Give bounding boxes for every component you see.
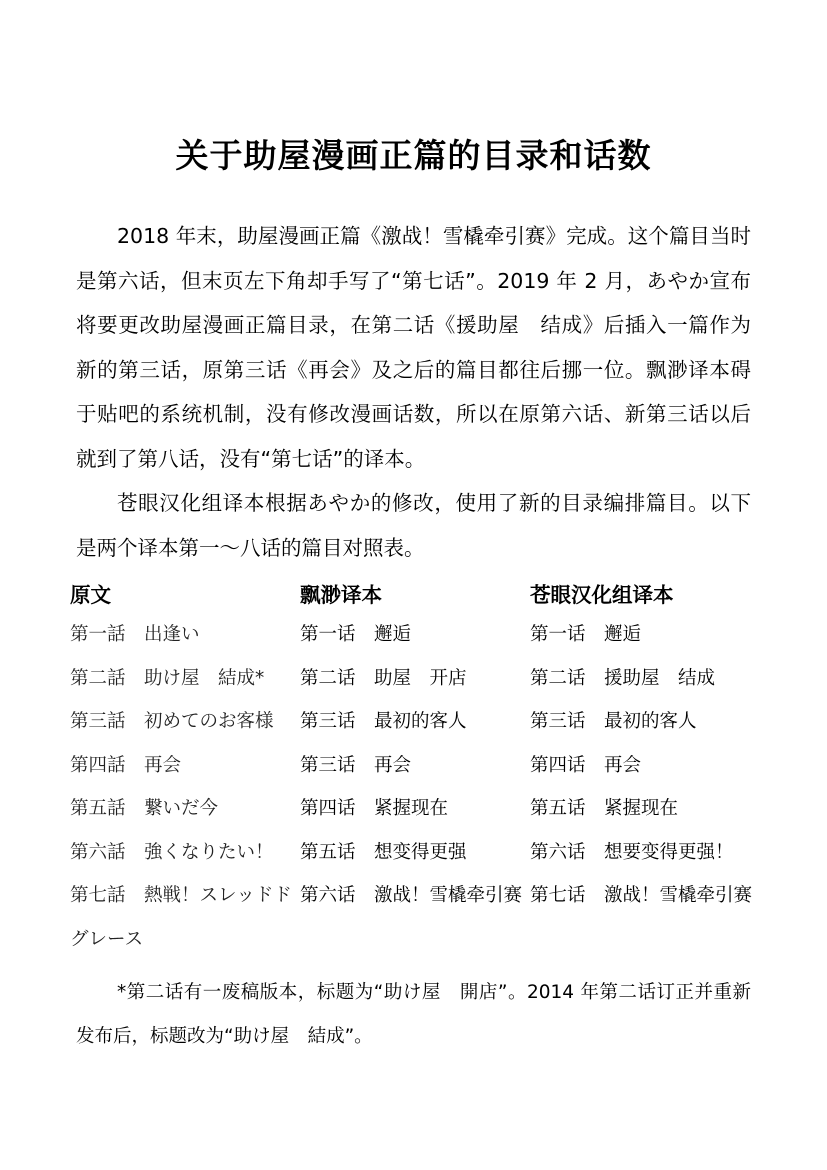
original-cell xyxy=(70,613,300,657)
piaomiao-cell xyxy=(300,613,530,657)
chapter-title: 出逢い xyxy=(144,624,200,645)
header-piaomiao: 飘渺译本 xyxy=(300,582,382,607)
intro-paragraph: 2018 年末，助屋漫画正篇《激战！雪橇牵引赛》完成。这个篇目当时是第六话，但末页左下角却手写了“第七话”。2019 年 2 月，あやか宣布将要更改助屋漫画正篇目录，在第二话《援助屋 结成》后插入一篇作为新的第三话，原第三话《再会》及之后的篇目都往后挪一位。飘渺译本碍于贴吧的系统机制，没有修改漫画话数，所以在原第六话、新第三话以后就到了第八话，没有“第七话”的译本。 xyxy=(76,224,751,471)
chapter-number: 第六話 xyxy=(70,841,126,863)
chapter-number: 第三话 xyxy=(300,754,356,776)
original-cell xyxy=(70,700,300,744)
chapter-number: 第七话 xyxy=(530,885,586,906)
chapter-title: 激战！雪橇牵引赛 xyxy=(374,885,523,906)
original-cell xyxy=(70,874,300,961)
chapter-title: 最初的客人 xyxy=(604,711,697,732)
table-row xyxy=(70,831,756,875)
table-row xyxy=(70,700,756,744)
chapter-number: 第四話 xyxy=(70,754,126,776)
chapter-number: 第一話 xyxy=(70,624,126,645)
cangyan-cell xyxy=(530,657,756,701)
chapter-title: 邂逅 xyxy=(604,624,642,645)
chapter-number: 第五话 xyxy=(530,798,586,819)
original-cell xyxy=(70,657,300,701)
chapter-number: 第五话 xyxy=(300,841,356,863)
footnote: *第二话有一废稿版本，标题为“助け屋 開店”。2014 年第二话订正并重新发布后，标题改为“助け屋 結成”。 xyxy=(76,982,751,1047)
chapter-title: 強くなりたい！ xyxy=(144,841,274,863)
chapter-number: 第二话 xyxy=(530,667,586,689)
chapter-number: 第七話 xyxy=(70,885,126,906)
table-body xyxy=(70,613,756,961)
chapter-title: 邂逅 xyxy=(374,624,412,645)
chapter-title: 紧握现在 xyxy=(374,798,449,819)
original-cell xyxy=(70,744,300,788)
piaomiao-cell xyxy=(300,744,530,788)
chapter-number: 第四话 xyxy=(300,798,356,819)
chapter-title: 想变得更强 xyxy=(374,841,467,863)
chapter-title: 再会 xyxy=(144,754,182,776)
chapter-number: 第一话 xyxy=(530,624,586,645)
cangyan-cell xyxy=(530,831,756,875)
cangyan-cell xyxy=(530,613,756,657)
cangyan-cell xyxy=(530,700,756,744)
chapter-title: 繋いだ今 xyxy=(144,798,219,819)
cangyan-cell xyxy=(530,874,756,961)
chapter-number: 第六话 xyxy=(530,841,586,863)
chapter-comparison-table xyxy=(70,572,756,961)
chapter-number: 第三话 xyxy=(530,711,586,732)
table-header-row xyxy=(70,572,756,613)
chapter-number: 第二話 xyxy=(70,667,126,689)
table-intro-paragraph: 苍眼汉化组译本根据あやか的修改，使用了新的目录编排篇目。以下是两个译本第一～八话的篇目对照表。 xyxy=(76,491,751,560)
chapter-title: 再会 xyxy=(374,754,412,776)
chapter-title: 想要变得更强！ xyxy=(604,841,734,863)
chapter-number: 第一话 xyxy=(300,624,356,645)
page-title: 关于助屋漫画正篇的目录和话数 xyxy=(175,136,652,175)
chapter-title: 激战！雪橇牵引赛 xyxy=(604,885,753,906)
table-row xyxy=(70,657,756,701)
piaomiao-cell xyxy=(300,831,530,875)
chapter-number: 第六话 xyxy=(300,885,356,906)
chapter-title: 再会 xyxy=(604,754,642,776)
chapter-title: 助屋 开店 xyxy=(374,667,467,689)
piaomiao-cell xyxy=(300,787,530,831)
table-row xyxy=(70,613,756,657)
original-cell xyxy=(70,831,300,875)
chapter-title: 援助屋 结成 xyxy=(604,667,716,689)
table-row xyxy=(70,787,756,831)
chapter-number: 第三话 xyxy=(300,711,356,732)
chapter-number: 第二话 xyxy=(300,667,356,689)
chapter-title: 初めてのお客様 xyxy=(144,711,274,732)
chapter-number: 第四话 xyxy=(530,754,586,776)
original-cell xyxy=(70,787,300,831)
chapter-title: 助け屋 結成* xyxy=(144,667,265,689)
chapter-number: 第五話 xyxy=(70,798,126,819)
table-row xyxy=(70,744,756,788)
chapter-number: 第三話 xyxy=(70,711,126,732)
piaomiao-cell xyxy=(300,700,530,744)
chapter-title: 最初的客人 xyxy=(374,711,467,732)
header-original: 原文 xyxy=(70,582,111,607)
table-row xyxy=(70,874,756,961)
piaomiao-cell xyxy=(300,657,530,701)
cangyan-cell xyxy=(530,744,756,788)
cangyan-cell xyxy=(530,787,756,831)
header-cangyan: 苍眼汉化组译本 xyxy=(530,582,674,607)
chapter-title: 紧握现在 xyxy=(604,798,679,819)
chapter-title: 熱戦！スレッドドグレース xyxy=(70,885,292,950)
piaomiao-cell xyxy=(300,874,530,961)
